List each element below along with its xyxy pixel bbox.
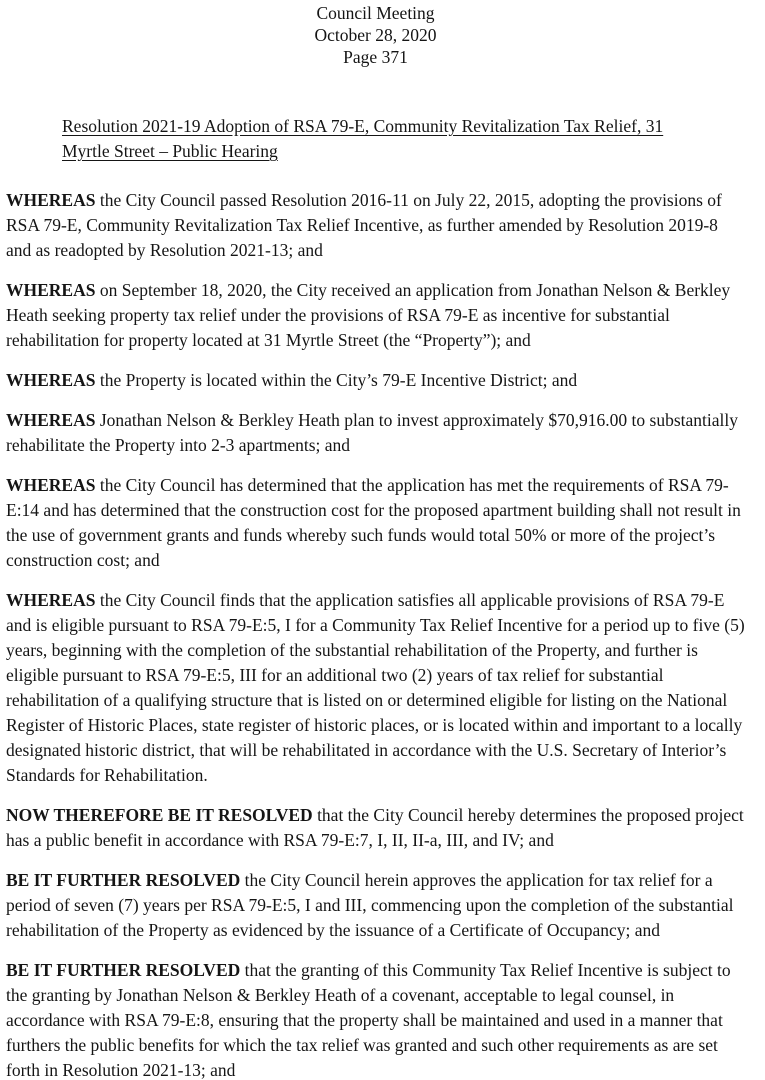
paragraph-whereas-3 [6, 368, 745, 393]
paragraph-text: the City Council has determined that the application has met the requirements of RSA 79-E:14 and has determined that the construction cost for the proposed apartment building shall not result in the use of government grants and funds whereby such funds would total 50% or more of the project’s construction cost; and [6, 475, 741, 570]
paragraph-whereas-5 [6, 473, 745, 573]
header-page-number: Page 371 [343, 47, 408, 67]
paragraph-lead: WHEREAS [6, 590, 96, 610]
paragraph-lead: BE IT FURTHER RESOLVED [6, 870, 241, 890]
paragraph-lead: WHEREAS [6, 410, 96, 430]
paragraph-text: the City Council passed Resolution 2016-11 on July 22, 2015, adopting the provisions of RSA 79-E, Community Revitalization Tax Relief Incentive, as further amended by Resolution 2019-8 and as readopted by Resolution 2021-13; and [6, 190, 722, 260]
header-meeting-title: Council Meeting [316, 3, 435, 23]
paragraph-now-therefore-resolved [6, 803, 745, 853]
paragraph-text: on September 18, 2020, the City received an application from Jonathan Nelson & Berkley Heath seeking property tax relief under the provisions of RSA 79-E as incentive for substantial rehabilitation for property located at 31 Myrtle Street (the “Property”); and [6, 280, 731, 350]
paragraph-lead: NOW THEREFORE BE IT RESOLVED [6, 805, 313, 825]
paragraph-text: the City Council herein approves the application for tax relief for a period of seven (7) years per RSA 79-E:5, I and III, commencing upon the completion of the substantial rehabilitation of the Property as evidenced by the issuance of a Certificate of Occupancy; and [6, 870, 734, 940]
paragraph-whereas-6 [6, 588, 745, 788]
header-meeting-date: October 28, 2020 [314, 25, 437, 45]
resolution-title-line-1: Resolution 2021-19 Adoption of RSA 79-E, Community Revitalization Tax Relief, 31 [62, 116, 664, 136]
paragraph-whereas-4 [6, 408, 745, 458]
resolution-title-line-2: Myrtle Street – Public Hearing [62, 141, 278, 161]
paragraph-text: that the City Council hereby determines the proposed project has a public benefit in accordance with RSA 79-E:7, I, II, II-a, III, and IV; and [6, 805, 744, 850]
paragraph-whereas-2 [6, 278, 745, 353]
paragraph-text: the Property is located within the City’s 79-E Incentive District; and [95, 370, 578, 390]
paragraph-text: Jonathan Nelson & Berkley Heath plan to invest approximately $70,916.00 to substantially rehabilitate the Property into 2-3 apartments; and [6, 410, 738, 455]
paragraph-lead: WHEREAS [6, 280, 96, 300]
paragraph-be-it-further-resolved-1 [6, 868, 745, 943]
paragraph-lead: BE IT FURTHER RESOLVED [6, 960, 241, 980]
paragraph-whereas-1 [6, 188, 745, 263]
page-header [6, 2, 745, 68]
paragraph-lead: WHEREAS [6, 190, 96, 210]
paragraph-text: that the granting of this Community Tax Relief Incentive is subject to the granting by Jonathan Nelson & Berkley Heath of a covenant, acceptable to legal counsel, in accordance with RSA 79-E:8, ensuring that the property shall be maintained and used in a manner that furthers the public benefits for which the tax relief was granted and such other requirements as are set forth in Resolution 2021-13; and [6, 960, 731, 1080]
paragraph-lead: WHEREAS [6, 475, 96, 495]
resolution-title [62, 114, 745, 164]
paragraph-text: the City Council finds that the application satisfies all applicable provisions of RSA 79-E and is eligible pursuant to RSA 79-E:5, I for a Community Tax Relief Incentive for a period up to five (5) years, beginning with the completion of the substantial rehabilitation of the Property, and further is eligible pursuant to RSA 79-E:5, III for an additional two (2) years of tax relief for substantial rehabilitation of a qualifying structure that is listed on or determined eligible for listing on the National Register of Historic Places, state register of historic places, or is located within and important to a locally designated historic district, that will be rehabilitated in accordance with the U.S. Secretary of Interior’s Standards for Rehabilitation. [6, 590, 745, 785]
paragraph-lead: WHEREAS [6, 370, 96, 390]
paragraph-be-it-further-resolved-2 [6, 958, 745, 1080]
